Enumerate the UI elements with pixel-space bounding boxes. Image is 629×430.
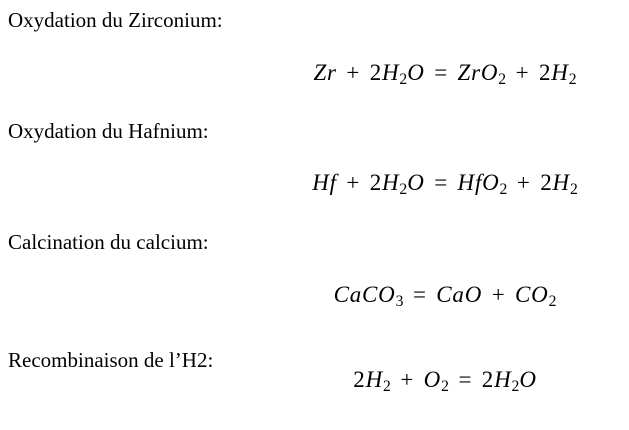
equation-subscript: 2 [382,378,391,396]
equation-token: 2 [481,367,495,392]
equation-subscript: 2 [511,378,520,396]
equation-token: 2 [369,60,382,85]
equation-token: 2 [369,170,383,195]
equation-token: O [407,170,425,195]
equation-token: + [336,170,370,195]
equation-token: + [390,367,424,392]
equation-token: H [494,367,512,392]
equation-subscript: 2 [399,181,408,199]
equation-token: = [424,60,458,85]
equation-subscript: 3 [395,293,404,311]
equation-token: H [382,60,400,85]
equation-token: O [519,367,537,392]
equation-token: 2 [538,60,552,85]
equation-token: + [506,60,539,85]
equation-token: + [507,170,541,195]
equation-token: = [448,367,482,392]
equation-subscript: 2 [568,71,577,89]
equation-token: Zr [313,60,337,85]
equation-token: H [551,60,569,85]
equation-token: = [424,170,458,195]
section-heading-calcium-calcination: Calcination du calcium: [8,230,209,254]
equation-subscript: 2 [498,71,507,89]
equation-token: + [482,282,516,307]
equation-subscript: 2 [441,378,449,396]
equation-hafnium-oxidation [312,170,578,199]
equation-h2-recombination [353,367,537,396]
equation-subscript: 2 [548,293,557,311]
section-heading-hafnium-oxidation: Oxydation du Hafnium: [8,119,209,143]
equation-subscript: 2 [569,181,578,199]
equation-token: CaCO [333,282,396,307]
equation-token: HfO [457,170,500,195]
equation-subscript: 2 [499,181,508,199]
equation-calcium-calcination [333,282,557,311]
equation-token: CO [515,282,549,307]
equation-token: CaO [436,282,483,307]
equation-subscript: 2 [399,71,408,89]
equation-token: H [382,170,400,195]
section-heading-h2-recombination: Recombinaison de l’H2: [8,348,214,372]
section-heading-zirconium-oxidation: Oxydation du Zirconium: [8,8,223,32]
equation-token: O [423,367,442,392]
equation-token: = [403,282,437,307]
equation-token: Hf [312,170,337,195]
equation-token: H [552,170,570,195]
equation-token: O [407,60,425,85]
equation-token: ZrO [457,60,499,85]
equation-token: 2 [353,367,366,392]
equation-token: 2 [540,170,553,195]
equation-zirconium-oxidation [313,60,577,89]
equation-token: + [336,60,370,85]
equation-token: H [365,367,383,392]
